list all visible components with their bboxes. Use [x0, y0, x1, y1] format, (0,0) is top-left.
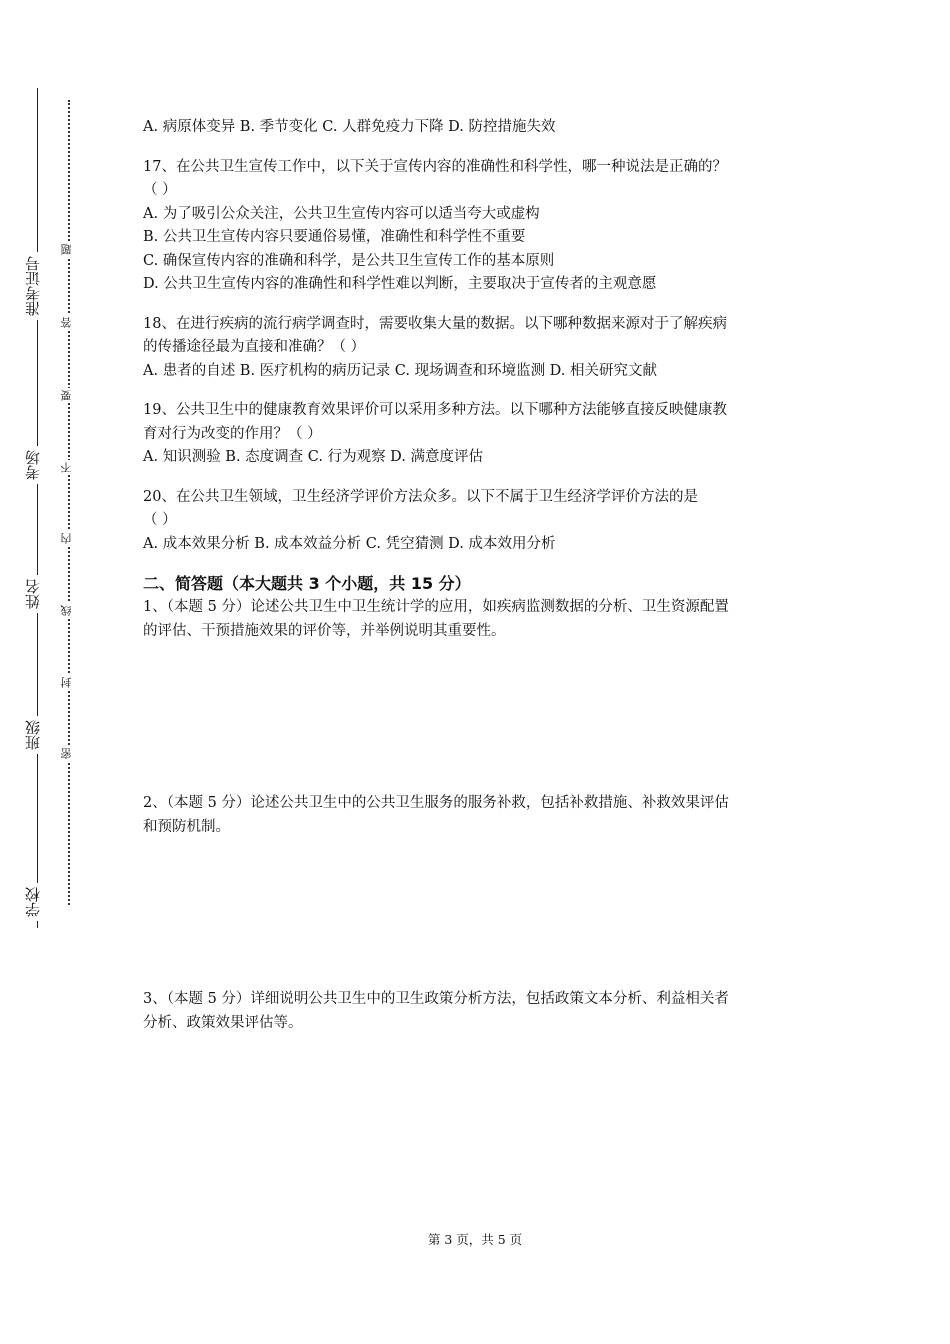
- seal-char-xian: 线: [60, 603, 78, 618]
- question-line: A. 知识测验 B. 态度调查 C. 行为观察 D. 满意度评估: [143, 449, 484, 465]
- school-label: 学校: [24, 883, 50, 921]
- binding-solid-line: [37, 88, 38, 928]
- question-line: B. 公共卫生宣传内容只要通俗易懂，准确性和科学性不重要: [143, 229, 526, 245]
- essay-line: 3、（本题 5 分）详细说明公共卫生中的卫生政策分析方法，包括政策文本分析、利益相关者: [143, 991, 729, 1007]
- question-16-option-line: A. 病原体变异 B. 季节变化 C. 人群免疫力下降 D. 防控措施失效: [143, 119, 556, 135]
- question-line: 的传播途径最为直接和准确？（ ）: [143, 339, 366, 355]
- seal-char-yao: 要: [60, 388, 78, 403]
- answer-space-2[interactable]: [143, 839, 815, 988]
- seal-char-da: 答: [60, 315, 78, 330]
- question-line: （ ）: [143, 182, 177, 198]
- question-18: [143, 313, 815, 384]
- binding-margin: [0, 0, 90, 1344]
- class-label: 班级: [24, 716, 50, 754]
- question-line: C. 确保宣传内容的准确和科学，是公共卫生宣传工作的基本原则: [143, 252, 555, 269]
- question-line: A. 患者的自述 B. 医疗机构的病历记录 C. 现场调查和环境监测 D. 相关研究文献: [143, 362, 658, 379]
- essay-question-2: [143, 792, 815, 839]
- exam-content: [143, 116, 815, 1035]
- essay-question-3: [143, 988, 815, 1035]
- question-19: [143, 399, 815, 470]
- essay-line: 和预防机制。: [143, 818, 230, 835]
- essay-line: 分析、政策效果评估等。: [143, 1014, 303, 1031]
- page-footer: 第 3 页，共 5 页: [427, 1232, 523, 1247]
- essay-question-1: [143, 596, 815, 643]
- question-line: D. 公共卫生宣传内容的准确性和科学性难以判断，主要取决于宣传者的主观意愿: [143, 276, 657, 292]
- question-line: 17、在公共卫生宣传工作中，以下关于宣传内容的准确性和科学性，哪一种说法是正确的？: [143, 158, 727, 175]
- seal-char-ti: 题: [60, 242, 78, 257]
- essay-line: 2、（本题 5 分）论述公共卫生中的公共卫生服务的服务补救，包括补救措施、补救效果评估: [143, 795, 729, 811]
- question-line: 19、公共卫生中的健康教育效果评价可以采用多种方法。以下哪种方法能够直接反映健康教: [143, 402, 727, 418]
- exam-room-label: 考场: [24, 446, 50, 484]
- exam-number-label: 准考证号: [24, 252, 50, 320]
- student-name-label: 姓名: [24, 575, 50, 613]
- question-line: 育对行为改变的作用？（ ）: [143, 425, 322, 442]
- question-line: （ ）: [143, 512, 177, 528]
- section-2-title: 二、简答题（本大题共 3 个小题，共 15 分）: [143, 574, 471, 593]
- answer-space-1[interactable]: [143, 643, 815, 792]
- seal-char-bu: 不: [60, 460, 78, 475]
- question-20: [143, 486, 815, 557]
- essay-line: 1、（本题 5 分）论述公共卫生中卫生统计学的应用，如疾病监测数据的分析、卫生资源配置: [143, 599, 729, 615]
- question-line: 18、在进行疾病的流行病学调查时，需要收集大量的数据。以下哪种数据来源对于了解疾病: [143, 315, 727, 332]
- seal-char-mi: 密: [60, 746, 78, 761]
- question-16-options: [143, 116, 815, 140]
- question-line: A. 为了吸引公众关注，公共卫生宣传内容可以适当夸大或虚构: [143, 205, 540, 222]
- seal-char-nei: 内: [60, 531, 78, 546]
- question-line: 20、在公共卫生领域，卫生经济学评价方法众多。以下不属于卫生经济学评价方法的是: [143, 488, 698, 505]
- essay-line: 的评估、干预措施效果的评价等，并举例说明其重要性。: [143, 622, 506, 639]
- question-line: A. 成本效果分析 B. 成本效益分析 C. 凭空猜测 D. 成本效用分析: [143, 535, 556, 552]
- seal-char-feng: 封: [60, 675, 78, 690]
- question-17: [143, 156, 815, 297]
- seal-dotted-line: [68, 100, 70, 905]
